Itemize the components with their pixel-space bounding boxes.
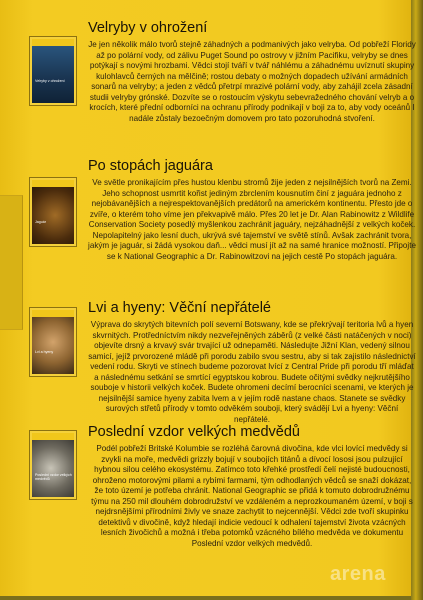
- arena-watermark: arena: [330, 563, 386, 585]
- section-description: Ve světle pronikajícím přes hustou klenbu stromů žije jeden z nejsilnějších tvorů na Zemi. Jeho schopnost usmrtit kořist jediným zbrclením kousnutím činí z jaguára jednoho z nejobávanějších a nejrespektovanějších predátorů na americkém kontinentu. Přesto jde o zvíře, o kterém toho víme jen překvapivě málo. Přes 20 let je Dr. Alan Rabinowitz z Wildlife Conservation Society posedlý myšlenkou zachránit jaguáry, nejzáhadnější z velkých koček. Nepolapitelný jako lesní duch, ukrývá své tajemství ve světě stínů. Avšak zachránit tvora, jakým je jaguár, si žádá vysokou daň... vědci musí jít až na samé hranice možností. Připojte se k National Geographic a Dr. Rabinowitzovi na jejich cestě Po stopách jaguára.: [88, 178, 416, 261]
- section-title: Poslední vzdor velkých medvědů: [88, 424, 300, 440]
- national-geographic-logo-icon: [32, 180, 74, 187]
- national-geographic-logo-icon: [32, 433, 74, 440]
- thumbnail-title: Poslední vzdor velkých medvědů: [35, 473, 72, 481]
- section-description: Je jen několik málo tvorů stejně záhadných a podmanivých jako velryba. Od pobřeží Floridy až po polární vody, od zálivu Puget Sound po ostrovy v jižním Pacifiku, velryby se dnes potýkají s novými hrozbami. Vědci stojí tváří v tvář náhlému a záhadnému uvíznutí skupiny kulohlavců černých na mělčině; rostou debaty o možných dopadech užívání armádních sonarů na velryby; a jeden z vědců přetrpí mrazivé polární vody, aby zahájil zcela zásadní studii velryby grónské. Dozvíte se o rostoucím výskytu sebevražedného chování velryb a o krocích, které přední odborníci na ochranu přírody podnikají v boji za to, aby vody oceánů I nadále zůstaly bezoečným domovem pro tato pozoruhodná stvoření.: [88, 40, 416, 123]
- section-lions-hyenas: [88, 300, 416, 425]
- section-whales: [88, 20, 416, 124]
- section-description: Výprava do skrytých bitevních polí severní Botswany, kde se překrývají teritoria lvů a hyen skvrnitých. Protředníctvím nikdy nezveřejněných záběrů (z velké části natáčených v noci) objevíte drsný a krvavý svár trvající už odnepaměti. Následujte Jižní Klan, vedený silnou samicí, jejíž prvorozené mládě při porodu zabilo svou sestru, aby si tak zajistilo následnictví vedení rodu. Skryti ve stínech budeme pozorovat lvící z Central Pride při porodu tří mláďat a následnému setkání se smrtící egyptskou kobrou. Budete očitými svědky nejkrutějšího souboje v historii velkých koček. Budete ohromeni decímí berocníci scenami, ve kterých je nejsilnější samice hyeny zabita lvem a v jejím rodě nastane chaos. Stanete se svědky surových střetů přírody v tomto odvěkém souboji, který svádějí Lvi a hyeny: Věční nepřátelé.: [88, 320, 416, 424]
- thumbnail-title: Jaguár: [35, 220, 46, 224]
- national-geographic-logo-icon: [32, 39, 74, 46]
- national-geographic-logo-icon: [32, 310, 74, 317]
- jaguar-dvd-thumbnail: [30, 178, 76, 246]
- bear-dvd-thumbnail: [30, 431, 76, 499]
- section-title: Velryby v ohrožení: [88, 20, 208, 36]
- whale-dvd-thumbnail: [30, 37, 76, 105]
- thumbnail-title: Velryby v ohrožení: [35, 79, 65, 83]
- thumbnail-title: Lvi a hyeny: [35, 350, 54, 354]
- section-title: Lvi a hyeny: Věční nepřátelé: [88, 300, 271, 316]
- disc-tray-tab: [0, 195, 23, 330]
- section-bears: [88, 424, 416, 549]
- section-description: Podél pobřeží Britské Kolumbie se rozléhá čarovná divočina, kde vlci lovící medvědy si zvykli na moře, medvědi grizzly bojují v soubojích titánů a dívocí lososi jsou pulzující hybnou silou celého ekosystému. Zatímco toto křehké prostředí čelí nejisté budoucnosti, ohroženo motorovými pilami a rybími farmami, tým odhodlaných vědců se snaží dokázat, že toto území je potřeba chránit. National Geographic se přidá k tomuto dobrodružnému týmu na 250 mil dlouhém dobrodružství ve vzdáleném a neprozkoumaném území, v boji s nejdrsnějšími přírodními živly ve snaze zachytit to nejcennější. Vědci zde tvoří skupinku detektivů v divočině, když hledají indicie vedoucí k odhalení tajemství života vzácných lesních živočichů a možná i třeba potomků vzácného bílého medvěda ve dokumentu Poslední vzdor velkých medvědů.: [91, 444, 413, 548]
- lion-hyena-dvd-thumbnail: [30, 308, 76, 376]
- section-title: Po stopách jaguára: [88, 158, 213, 174]
- section-jaguar: [88, 158, 416, 262]
